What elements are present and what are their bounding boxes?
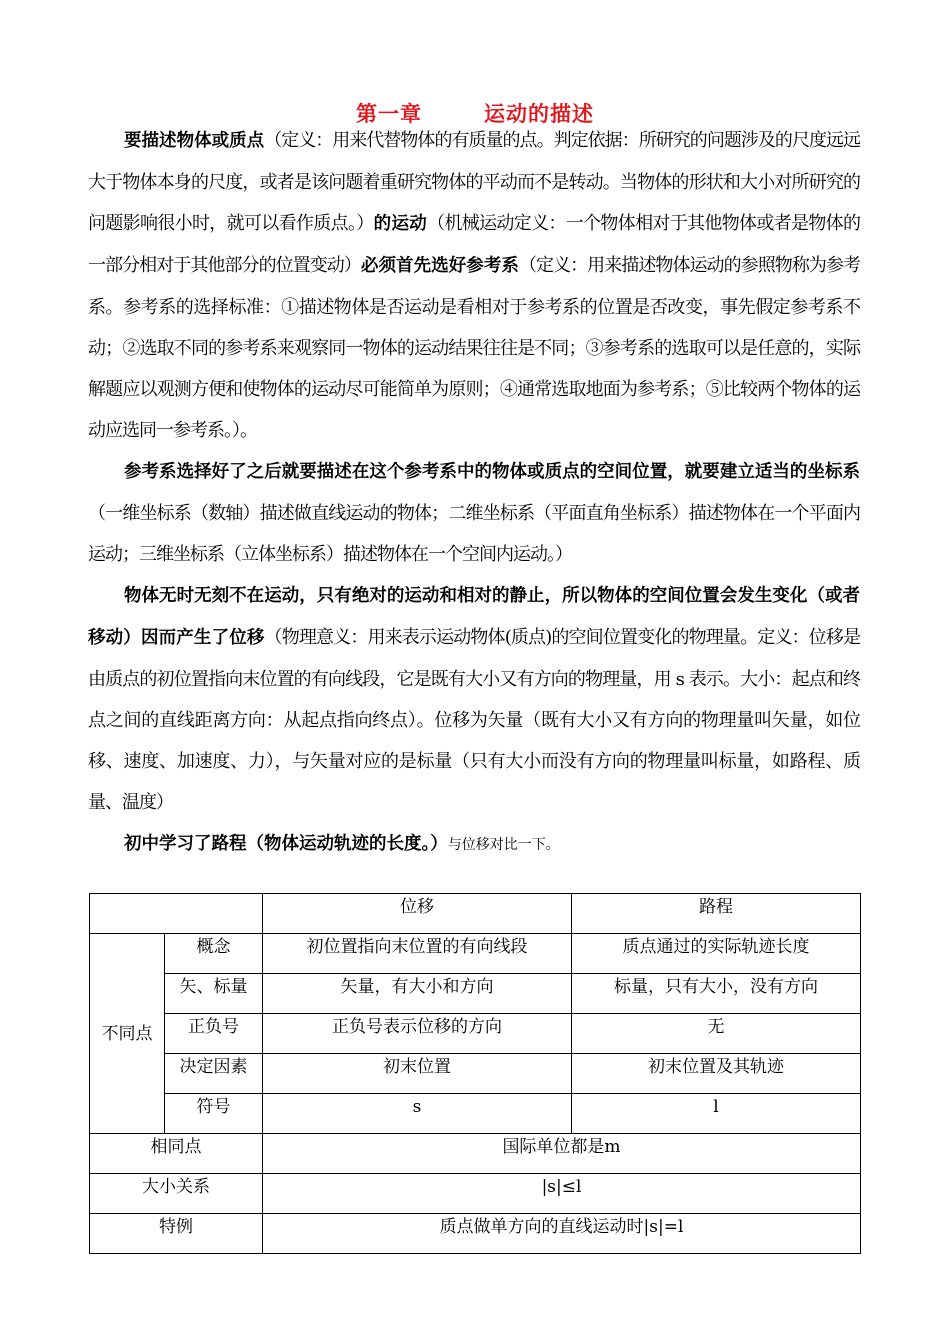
definition-text: （定义：用来描述物体运动的参照物称为参考系。参考系的选择标准：①描述物体是否运动是看相对于参考系的位置是否改变，事先假定参考系不动；②选取不同的参考系来观察同一物体的运动结果往往是不同；③参考系的选取可以是任意的，实际解题应以观测方便和使物体的运动尽可能简单为原则；④通常选取地面为参考系；⑤比较两个物体的运动应选同一参考系。）。 bbox=[88, 255, 861, 441]
merged-value-cell: 质点做单方向的直线运动时|s|=l bbox=[263, 1214, 861, 1254]
row-label: 概念 bbox=[165, 934, 263, 974]
paragraph-distance bbox=[88, 823, 860, 866]
header-distance: 路程 bbox=[572, 894, 861, 934]
bold-phrase: 的运动 bbox=[373, 214, 428, 234]
paragraph-displacement bbox=[88, 575, 860, 823]
definition-text: （一维坐标系（数轴）描述做直线运动的物体；二维坐标系（平面直角坐标系）描述物体在一个平面内运动；三维坐标系（立体坐标系）描述物体在一个空间内运动。） bbox=[88, 503, 860, 565]
displacement-cell: 正负号表示位移的方向 bbox=[263, 1014, 572, 1054]
distance-cell: 无 bbox=[572, 1014, 861, 1054]
definition-text: （定义：用来代替物体的有质量的点。判定依据：所研究的问题涉及的尺度远远大于物体本身的尺度，或者是该问题着重研究物体的平动而不是转动。当物体的形状和大小对所研究的问题影响很小时，就可以看作质点。） bbox=[88, 130, 861, 234]
row-label: 大小关系 bbox=[90, 1174, 263, 1214]
distance-cell: 标量，只有大小，没有方向 bbox=[572, 974, 861, 1014]
table-row bbox=[90, 1014, 861, 1054]
merged-value-cell: |s|≤l bbox=[263, 1174, 861, 1214]
table-row bbox=[90, 1094, 861, 1134]
merged-value-cell: 国际单位都是m bbox=[263, 1134, 861, 1174]
bold-phrase: 要描述物体或质点 bbox=[124, 131, 265, 151]
bold-phrase: 必须首先选好参考系 bbox=[360, 256, 519, 276]
displacement-cell: 初位置指向末位置的有向线段 bbox=[263, 934, 572, 974]
group-label-differences: 不同点 bbox=[90, 934, 165, 1134]
table-row bbox=[90, 1174, 861, 1214]
row-label: 符号 bbox=[165, 1094, 263, 1134]
table-header-row bbox=[90, 894, 861, 934]
bold-phrase: 物体无时无刻不在运动，只有绝对的运动和相对的静止，所以物体的空间位置会发生变化（或者移动）因而产生了位移 bbox=[88, 586, 860, 648]
displacement-cell: 初末位置 bbox=[263, 1054, 572, 1094]
table-row bbox=[90, 974, 861, 1014]
table-corner-cell bbox=[90, 894, 263, 934]
row-label: 矢、标量 bbox=[165, 974, 263, 1014]
bold-phrase: 参考系选择好了之后就要描述在这个参考系中的物体或质点的空间位置，就要建立适当的坐标系 bbox=[124, 462, 860, 482]
header-displacement: 位移 bbox=[263, 894, 572, 934]
definition-text: 与位移对比一下。 bbox=[447, 837, 560, 853]
row-label: 正负号 bbox=[165, 1014, 263, 1054]
definition-text: （机械运动定义：一个物体相对于其他物体或者是物体的一部分相对于其他部分的位置变动） bbox=[88, 213, 861, 276]
distance-cell: 初末位置及其轨迹 bbox=[572, 1054, 861, 1094]
table-row bbox=[90, 1054, 861, 1094]
chapter-number: 第一章 bbox=[356, 102, 422, 126]
paragraph-coordinates bbox=[88, 451, 860, 575]
bold-phrase: 初中学习了路程（物体运动轨迹的长度。） bbox=[124, 834, 448, 854]
paragraph-particle bbox=[88, 120, 860, 451]
table-row bbox=[90, 1214, 861, 1254]
row-label: 特例 bbox=[90, 1214, 263, 1254]
definition-text: （物理意义：用来表示运动物体(质点)的空间位置变化的物理量。定义：位移是由质点的初位置指向末位置的有向线段，它是既有大小又有方向的物理量，用 s 表示。大小：起点和终点之间的直线距离方向：从起点指向终点）。位移为矢量（既有大小又有方向的物理量叫矢量，如位移、速度、加速度、力），与矢量对应的是标量（只有大小而没有方向的物理量叫标量，如路程、质量、温度） bbox=[88, 627, 860, 813]
displacement-cell: s bbox=[263, 1094, 572, 1134]
comparison-table bbox=[89, 893, 861, 1254]
displacement-cell: 矢量，有大小和方向 bbox=[263, 974, 572, 1014]
body-text bbox=[88, 120, 860, 866]
row-label: 决定因素 bbox=[165, 1054, 263, 1094]
row-label: 相同点 bbox=[90, 1134, 263, 1174]
distance-cell: l bbox=[572, 1094, 861, 1134]
table-row bbox=[90, 934, 861, 974]
distance-cell: 质点通过的实际轨迹长度 bbox=[572, 934, 861, 974]
chapter-name: 运动的描述 bbox=[484, 102, 594, 126]
table-row bbox=[90, 1134, 861, 1174]
